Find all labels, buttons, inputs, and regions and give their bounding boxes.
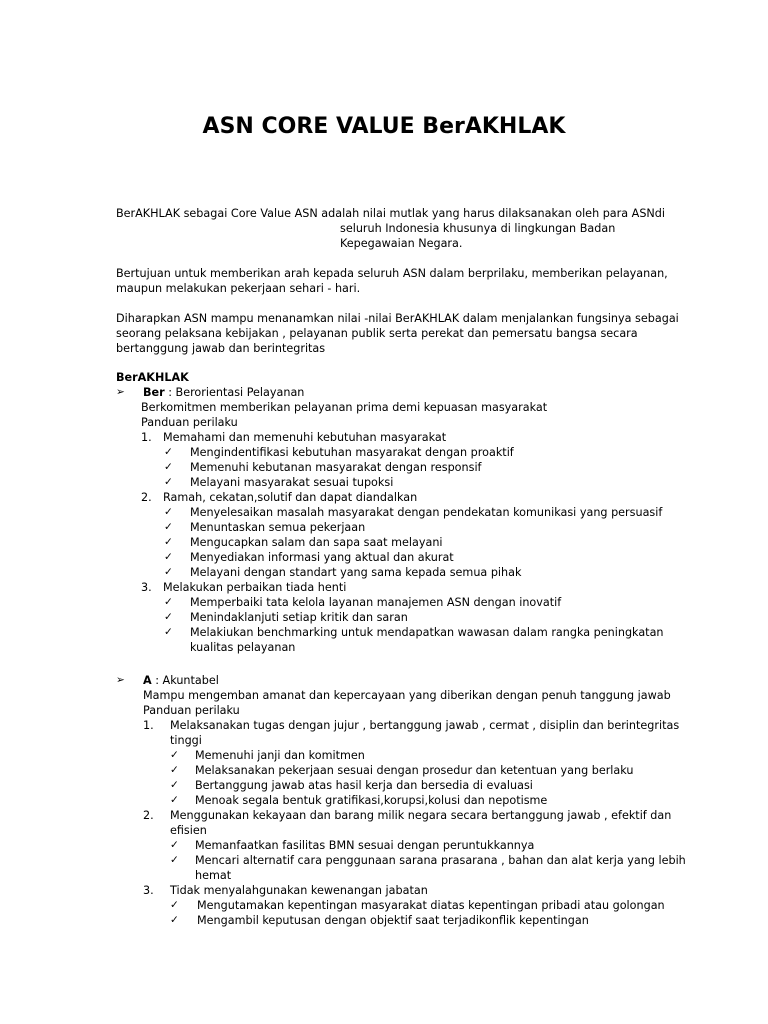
check-text: Mengambil keputusan dengan objektif saat terjadikonflik kepentingan	[197, 914, 589, 927]
check-icon: ✓	[170, 899, 179, 911]
check-text: Melakiukan benchmarking untuk mendapatkan wawasan dalam rangka peningkatan	[190, 626, 664, 639]
value-name: : Akuntabel	[151, 674, 219, 687]
guide-label: Panduan perilaku	[141, 416, 238, 429]
check-icon: ✓	[170, 764, 179, 776]
intro-p3-line2: seorang pelaksana kebijakan , pelayanan publik serta perekat dan pemersatu bangsa secara	[116, 327, 638, 340]
section-heading: BerAKHLAK	[116, 371, 189, 384]
check-icon: ✓	[170, 779, 179, 791]
item-text-continued: tinggi	[170, 734, 202, 747]
check-icon: ✓	[164, 446, 173, 458]
check-text: Memperbaiki tata kelola layanan manajemen ASN dengan inovatif	[190, 596, 562, 609]
check-text: Mengutamakan kepentingan masyarakat diatas kepentingan pribadi atau golongan	[197, 899, 665, 912]
check-icon: ✓	[164, 551, 173, 563]
check-item	[116, 460, 676, 475]
guide-label: Panduan perilaku	[143, 704, 240, 717]
berakhlak-section	[116, 370, 676, 655]
check-icon: ✓	[164, 536, 173, 548]
check-text: Mengucapkan salam dan sapa saat melayani	[190, 536, 443, 549]
check-item	[116, 853, 686, 868]
page-title: ASN CORE VALUE BerAKHLAK	[202, 114, 566, 139]
check-text: Memenuhi janji dan komitmen	[195, 749, 365, 762]
check-text: Menuntaskan semua pekerjaan	[190, 521, 366, 534]
value-a-heading	[116, 673, 676, 688]
check-icon: ✓	[164, 521, 173, 533]
check-text: Menoak segala bentuk gratifikasi,korupsi,kolusi dan nepotisme	[195, 794, 548, 807]
intro-p3-line3: bertanggung jawab dan berintegritas	[116, 342, 326, 355]
check-text: Menindaklanjuti setiap kritik dan saran	[190, 611, 408, 624]
numbered-item	[116, 430, 676, 445]
check-text: Mengindentifikasi kebutuhan masyarakat dengan proaktif	[190, 446, 514, 459]
item-text: Menggunakan kekayaan dan barang milik negara secara bertanggung jawab , efektif dan	[170, 809, 672, 822]
check-icon: ✓	[170, 794, 179, 806]
intro-paragraph-3	[116, 311, 679, 356]
check-icon: ✓	[164, 566, 173, 578]
item-number: 1.	[143, 719, 154, 732]
check-item	[116, 550, 676, 565]
item-text-continued: efisien	[170, 824, 207, 837]
check-icon: ✓	[170, 914, 179, 926]
check-text: Mencari alternatif cara penggunaan sarana prasarana , bahan dan alat kerja yang lebih	[195, 854, 686, 867]
value-name: : Berorientasi Pelayanan	[164, 386, 305, 399]
check-icon: ✓	[170, 749, 179, 761]
check-text: Melayani dengan standart yang sama kepada semua pihak	[190, 566, 522, 579]
value-ber-heading	[116, 385, 676, 400]
item-text: Tidak menyalahgunakan kewenangan jabatan	[170, 884, 428, 897]
check-icon: ✓	[164, 476, 173, 488]
check-text: Melayani masyarakat sesuai tupoksi	[190, 476, 394, 489]
check-item	[116, 520, 676, 535]
check-item	[116, 838, 676, 853]
intro-p1-line1: BerAKHLAK sebagai Core Value ASN adalah nilai mutlak yang harus dilaksanakan oleh para ASNdi	[116, 207, 666, 220]
item-text: Melakukan perbaikan tiada henti	[163, 581, 347, 594]
check-text-continued: kualitas pelayanan	[190, 641, 296, 654]
check-text: Memanfaatkan fasilitas BMN sesuai dengan peruntukkannya	[195, 839, 535, 852]
check-text-continued: hemat	[195, 869, 232, 882]
intro-p2-line2: maupun melakukan pekerjaan sehari - hari.	[116, 282, 361, 295]
item-text: Memahami dan memenuhi kebutuhan masyarakat	[163, 431, 447, 444]
check-item	[116, 913, 676, 928]
value-a-section	[116, 673, 686, 928]
check-item	[116, 610, 676, 625]
check-icon: ✓	[164, 611, 173, 623]
item-number: 3.	[141, 581, 152, 594]
check-icon: ✓	[170, 854, 179, 866]
item-number: 1.	[141, 431, 152, 444]
intro-p1-line2: seluruh Indonesia khusunya di lingkungan Badan	[340, 222, 616, 235]
arrow-bullet-icon: ➢	[116, 674, 125, 686]
intro-p3-line1: Diharapkan ASN mampu menanamkan nilai -nilai BerAKHLAK dalam menjalankan fungsinya sebagai	[116, 312, 679, 325]
check-icon: ✓	[170, 839, 179, 851]
check-item	[116, 625, 676, 640]
item-number: 2.	[143, 809, 154, 822]
numbered-item	[116, 490, 676, 505]
check-item	[116, 778, 676, 793]
value-key: A	[143, 674, 152, 687]
numbered-item	[116, 808, 676, 823]
intro-paragraph-1	[116, 206, 666, 251]
numbered-item	[116, 580, 676, 595]
item-number: 2.	[141, 491, 152, 504]
arrow-bullet-icon: ➢	[116, 386, 125, 398]
check-text: Memenuhi kebutanan masyarakat dengan responsif	[190, 461, 482, 474]
check-item	[116, 475, 676, 490]
intro-p2-line1: Bertujuan untuk memberikan arah kepada seluruh ASN dalam berprilaku, memberikan pelayanan,	[116, 267, 668, 280]
check-icon: ✓	[164, 506, 173, 518]
intro-p1-line3: Kepegawaian Negara.	[340, 237, 463, 250]
check-icon: ✓	[164, 626, 173, 638]
check-text: Melaksanakan pekerjaan sesuai dengan prosedur dan ketentuan yang berlaku	[195, 764, 634, 777]
check-item	[116, 565, 676, 580]
item-number: 3.	[143, 884, 154, 897]
check-text: Menyediakan informasi yang aktual dan akurat	[190, 551, 454, 564]
check-item	[116, 898, 676, 913]
check-item	[116, 793, 676, 808]
check-item	[116, 535, 676, 550]
check-item	[116, 763, 676, 778]
check-icon: ✓	[164, 461, 173, 473]
check-text: Menyelesaikan masalah masyarakat dengan pendekatan komunikasi yang persuasif	[190, 506, 663, 519]
value-key: Ber	[143, 386, 165, 399]
check-item	[116, 505, 676, 520]
intro-paragraph-2	[116, 266, 668, 296]
check-text: Bertanggung jawab atas hasil kerja dan bersedia di evaluasi	[195, 779, 533, 792]
value-description: Berkomitmen memberikan pelayanan prima demi kepuasan masyarakat	[141, 401, 548, 414]
item-text: Ramah, cekatan,solutif dan dapat diandalkan	[163, 491, 418, 504]
check-item	[116, 748, 676, 763]
value-description: Mampu mengemban amanat dan kepercayaan yang diberikan dengan penuh tanggung jawab	[143, 689, 671, 702]
check-icon: ✓	[164, 596, 173, 608]
item-text: Melaksanakan tugas dengan jujur , bertanggung jawab , cermat , disiplin dan berintegritas	[170, 719, 680, 732]
check-item	[116, 445, 676, 460]
numbered-item	[116, 718, 680, 733]
check-item	[116, 595, 676, 610]
numbered-item	[116, 883, 676, 898]
